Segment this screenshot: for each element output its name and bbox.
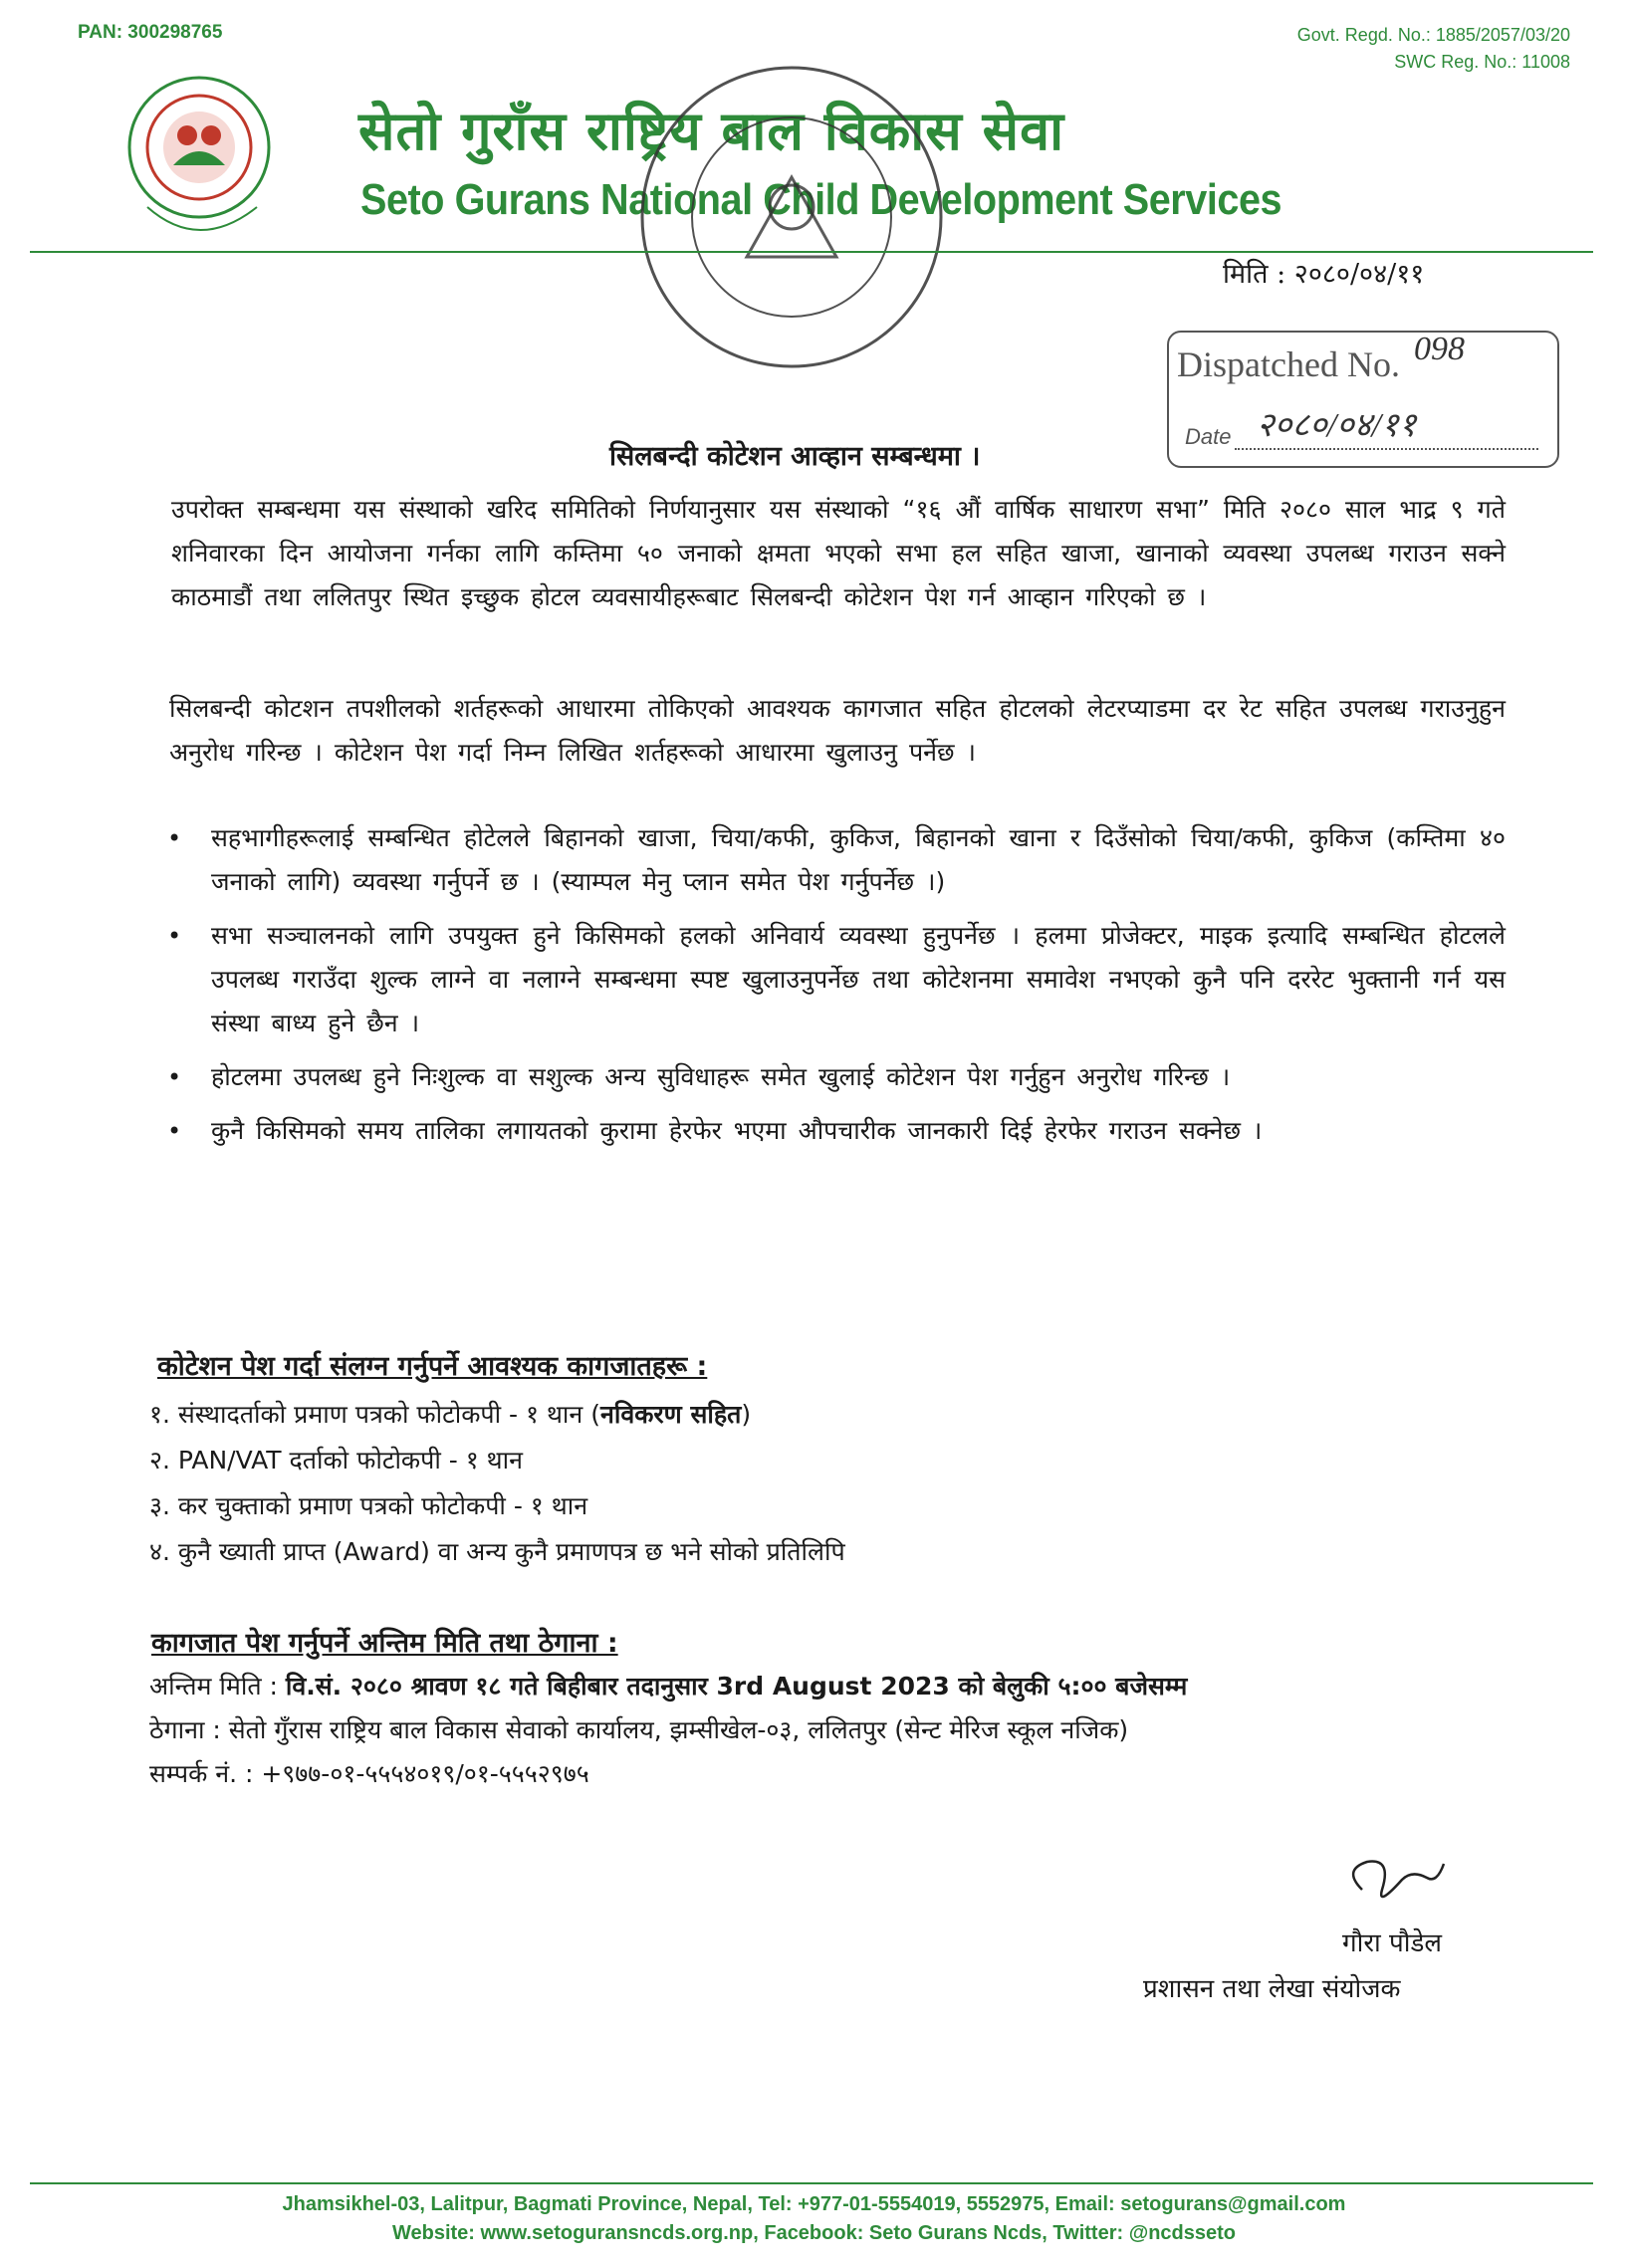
dispatched-number: 098 — [1414, 331, 1465, 367]
letter-date: मिति : २०८०/०४/११ — [1223, 259, 1425, 290]
bullet-icon: • — [167, 1117, 182, 1145]
list-item-text: कुनै किसिमको समय तालिका लगायतको कुरामा हेरफेर भएमा औपचारीक जानकारी दिई हेरफेर गराउन सक्नेछ । — [211, 1116, 1263, 1145]
footer-address: Jhamsikhel-03, Lalitpur, Bagmati Province, Nepal, Tel: +977-01-5554019, 5552975, Email: setogurans@gmail.com — [282, 2193, 1346, 2215]
handwritten-signature — [1332, 1850, 1452, 1920]
signatory-title: प्रशासन तथा लेखा संयोजक — [1143, 1974, 1401, 2004]
bullet-icon: • — [167, 824, 182, 852]
intro-paragraph: उपरोक्त सम्बन्धमा यस संस्थाको खरिद समितिको निर्णयानुसार यस संस्थाको “१६ औं वार्षिक साधारण सभा” मिति २०८० साल भाद्र ९ गते शनिवारका दिन आयोजना गर्नका लागि कम्तिमा ५० जनाको क्षमता भएको सभा हल सहित खाजा, खानाको व्यवस्था उपलब्ध गराउन सक्ने काठमाडौं तथा ललितपुर स्थित इच्छुक होटल व्यवसायीहरूबाट सिलबन्दी कोटेशन पेश गर्न आव्हान गरिएको छ । — [171, 495, 1506, 611]
org-name-english: Seto Gurans National Child Development Services — [360, 175, 1282, 224]
govt-regd: Govt. Regd. No.: 1885/2057/03/20 — [1296, 25, 1570, 45]
list-item — [149, 1483, 845, 1529]
list-item — [159, 1055, 1506, 1099]
deadline-heading: कागजात पेश गर्नुपर्ने अन्तिम मिति तथा ठेगाना : — [151, 1628, 618, 1659]
documents-list — [149, 1392, 845, 1575]
document-item-text: ३. कर चुक्ताको प्रमाण पत्रको फोटोकपी - १ थान — [149, 1491, 588, 1520]
document-item-tail: ) — [741, 1400, 752, 1429]
footer-links: Website: www.setoguransncds.org.np, Facebook: Seto Gurans Ncds, Twitter: @ncdsseto — [391, 2222, 1237, 2244]
office-seal-stamp — [607, 58, 976, 376]
stamp-date-value: २०८०/०४/११ — [1257, 407, 1417, 444]
deadline-date-value: वि.सं. २०८० श्रावण १८ गते बिहीबार तदानुसार 3rd August 2023 को बेलुकी ५:०० बजेसम्म — [285, 1672, 1188, 1701]
document-item-text: २. PAN/VAT दर्ताको फोटोकपी - १ थान — [149, 1446, 523, 1474]
conditions-list — [159, 816, 1506, 1163]
letter-subject: सिलबन्दी कोटेशन आव्हान सम्बन्धमा । — [609, 441, 981, 472]
swc-reg: SWC Reg. No.: 11008 — [1394, 52, 1570, 72]
deadline-date — [149, 1665, 1187, 1708]
document-item-text: ४. कुनै ख्याती प्राप्त (Award) वा अन्य कुनै प्रमाणपत्र छ भने सोको प्रतिलिपि — [149, 1537, 845, 1566]
list-item — [159, 914, 1506, 1045]
list-item — [149, 1392, 845, 1438]
document-item-bold: नविकरण सहित — [599, 1400, 742, 1429]
signatory-name: गौरा पौडेल — [1342, 1928, 1443, 1958]
pan-number: PAN: 300298765 — [78, 22, 223, 43]
footer-divider — [30, 2182, 1593, 2184]
list-item — [159, 816, 1506, 904]
list-item — [159, 1109, 1506, 1153]
bullet-icon: • — [167, 1063, 182, 1091]
bullet-icon: • — [167, 922, 182, 950]
organization-logo — [88, 58, 319, 257]
stamp-date-line — [1235, 448, 1538, 450]
deadline-contact: सम्पर्क नं. : +९७७-०१-५५५४०१९/०१-५५५२९७५ — [149, 1759, 589, 1788]
list-item-text: सभा सञ्चालनको लागि उपयुक्त हुने किसिमको हलको अनिवार्य व्यवस्था हुनुपर्नेछ । हलमा प्रोजेक्टर, माइक इत्यादि सम्बन्धित होटलले उपलब्ध गराउँदा शुल्क लाग्ने वा नलाग्ने सम्बन्धमा स्पष्ट खुलाउनुपर्नेछ तथा कोटेशनमा समावेश नभएको कुनै पनि दररेट भुक्तानी गर्न यस संस्था बाध्य हुने छैन । — [211, 921, 1506, 1037]
list-item — [149, 1529, 845, 1575]
deadline-address: ठेगाना : सेतो गुँरास राष्ट्रिय बाल विकास सेवाको कार्यालय, झम्सीखेल-०३, ललितपुर (सेन्ट मेरिज स्कूल नजिक) — [149, 1715, 1129, 1744]
deadline-date-label: अन्तिम मिति : — [149, 1672, 286, 1701]
dispatched-label: Dispatched No. — [1177, 344, 1400, 384]
documents-heading: कोटेशन पेश गर्दा संलग्न गर्नुपर्ने आवश्यक कागजातहरू : — [157, 1351, 708, 1382]
header-divider — [30, 251, 1593, 253]
deadline-details — [149, 1665, 1187, 1796]
conditions-paragraph: सिलबन्दी कोटशन तपशीलको शर्तहरूको आधारमा तोकिएको आवश्यक कागजात सहित होटलको लेटरप्याडमा दर रेट सहित उपलब्ध गराउनुहुन अनुरोध गरिन्छ । कोटेशन पेश गर्दा निम्न लिखित शर्तहरूको आधारमा खुलाउनु पर्नेछ । — [169, 694, 1506, 767]
document-item-text: १. संस्थादर्ताको प्रमाण पत्रको फोटोकपी - १ थान ( — [149, 1400, 600, 1429]
list-item — [149, 1438, 845, 1483]
org-name-nepali: सेतो गुराँस राष्ट्रिय बाल विकास सेवा — [358, 100, 1065, 162]
stamp-date-label: Date — [1185, 424, 1232, 449]
registration-info — [1297, 22, 1570, 76]
list-item-text: सहभागीहरूलाई सम्बन्धित होटेलले बिहानको खाजा, चिया/कफी, कुकिज, बिहानको खाना र दिउँसोको चिया/कफी, कुकिज (कम्तिमा ४० जनाको लागि) व्यवस्था गर्नुपर्ने छ । (स्याम्पल मेनु प्लान समेत पेश गर्नुपर्नेछ ।) — [211, 823, 1506, 896]
list-item-text: होटलमा उपलब्ध हुने निःशुल्क वा सशुल्क अन्य सुविधाहरू समेत खुलाई कोटेशन पेश गर्नुहुन अनुरोध गरिन्छ । — [211, 1062, 1231, 1091]
